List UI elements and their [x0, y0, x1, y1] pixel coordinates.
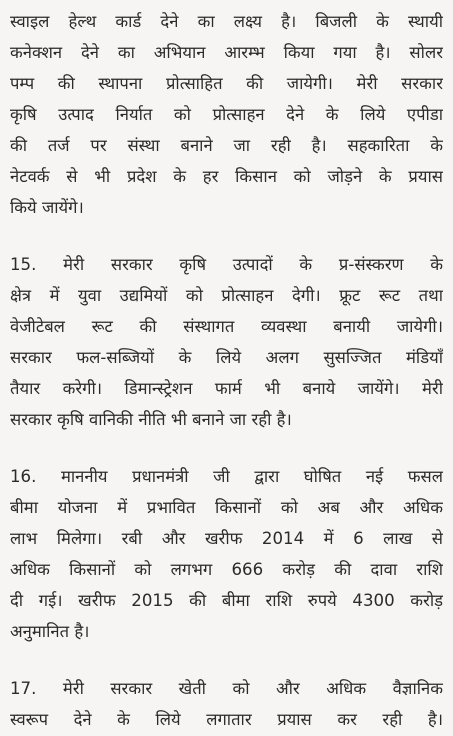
text-line: किये जायेंगे।	[10, 198, 84, 217]
text-line: कनेक्शन देने का अभियान आरम्भ किया गया है। सोलर	[10, 43, 443, 62]
text-line: लाभ मिलेगा। रबी और खरीफ 2014 में 6 लाख से	[10, 529, 443, 548]
text-line: अधिक किसानों को लगभग 666 करोड़ की दावा राशि	[10, 560, 443, 579]
paragraph-15	[10, 249, 443, 435]
text-line: सरकार फल-सब्जियों के लिये अलग सुसज्जित मंडियाँ	[10, 348, 443, 367]
paragraph-gap	[10, 223, 443, 249]
text-line: स्वाइल हेल्थ कार्ड देने का लक्ष्य है। बिजली के स्थायी	[10, 12, 443, 31]
paragraph-1	[10, 6, 443, 223]
paragraph-17	[10, 673, 443, 735]
text-line: 17. मेरी सरकार खेती को और अधिक वैज्ञानिक	[10, 679, 443, 698]
text-line: कृषि उत्पाद निर्यात को प्रोत्साहन देने के लिये एपीडा	[10, 105, 443, 124]
text-line: क्षेत्र में युवा उद्यमियों को प्रोत्साहन देगी। फ्रूट रूट तथा	[10, 286, 443, 305]
text-line: 16. माननीय प्रधानमंत्री जी द्वारा घोषित नई फसल	[10, 467, 443, 486]
text-line: तैयार करेगी। डिमान्स्ट्रेशन फार्म भी बनाये जायेंगे। मेरी	[10, 379, 443, 398]
text-line: नेटवर्क से भी प्रदेश के हर किसान को जोड़ने के प्रयास	[10, 167, 443, 186]
paragraph-gap	[10, 647, 443, 673]
text-line: अनुमानित है।	[10, 622, 90, 641]
text-line: सरकार कृषि वानिकी नीति भी बनाने जा रही है।	[10, 410, 292, 429]
text-line: 15. मेरी सरकार कृषि उत्पादों के प्र-संस्करण के	[10, 255, 443, 274]
text-line: बीमा योजना में प्रभावित किसानों को अब और अधिक	[10, 498, 443, 517]
text-line: स्वरूप देने के लिये लगातार प्रयास कर रही है।	[10, 710, 443, 729]
text-line: पम्प की स्थापना प्रोत्साहित की जायेगी। मेरी सरकार	[10, 74, 443, 93]
text-line: दी गई। खरीफ 2015 की बीमा राशि रुपये 4300 करोड़	[10, 591, 443, 610]
text-line: वेजीटेबल रूट की संस्थागत व्यवस्था बनायी जायेगी।	[10, 317, 443, 336]
paragraph-gap	[10, 435, 443, 461]
text-line: की तर्ज पर संस्था बनाने जा रही है। सहकारिता के	[10, 136, 443, 155]
paragraph-16	[10, 461, 443, 647]
